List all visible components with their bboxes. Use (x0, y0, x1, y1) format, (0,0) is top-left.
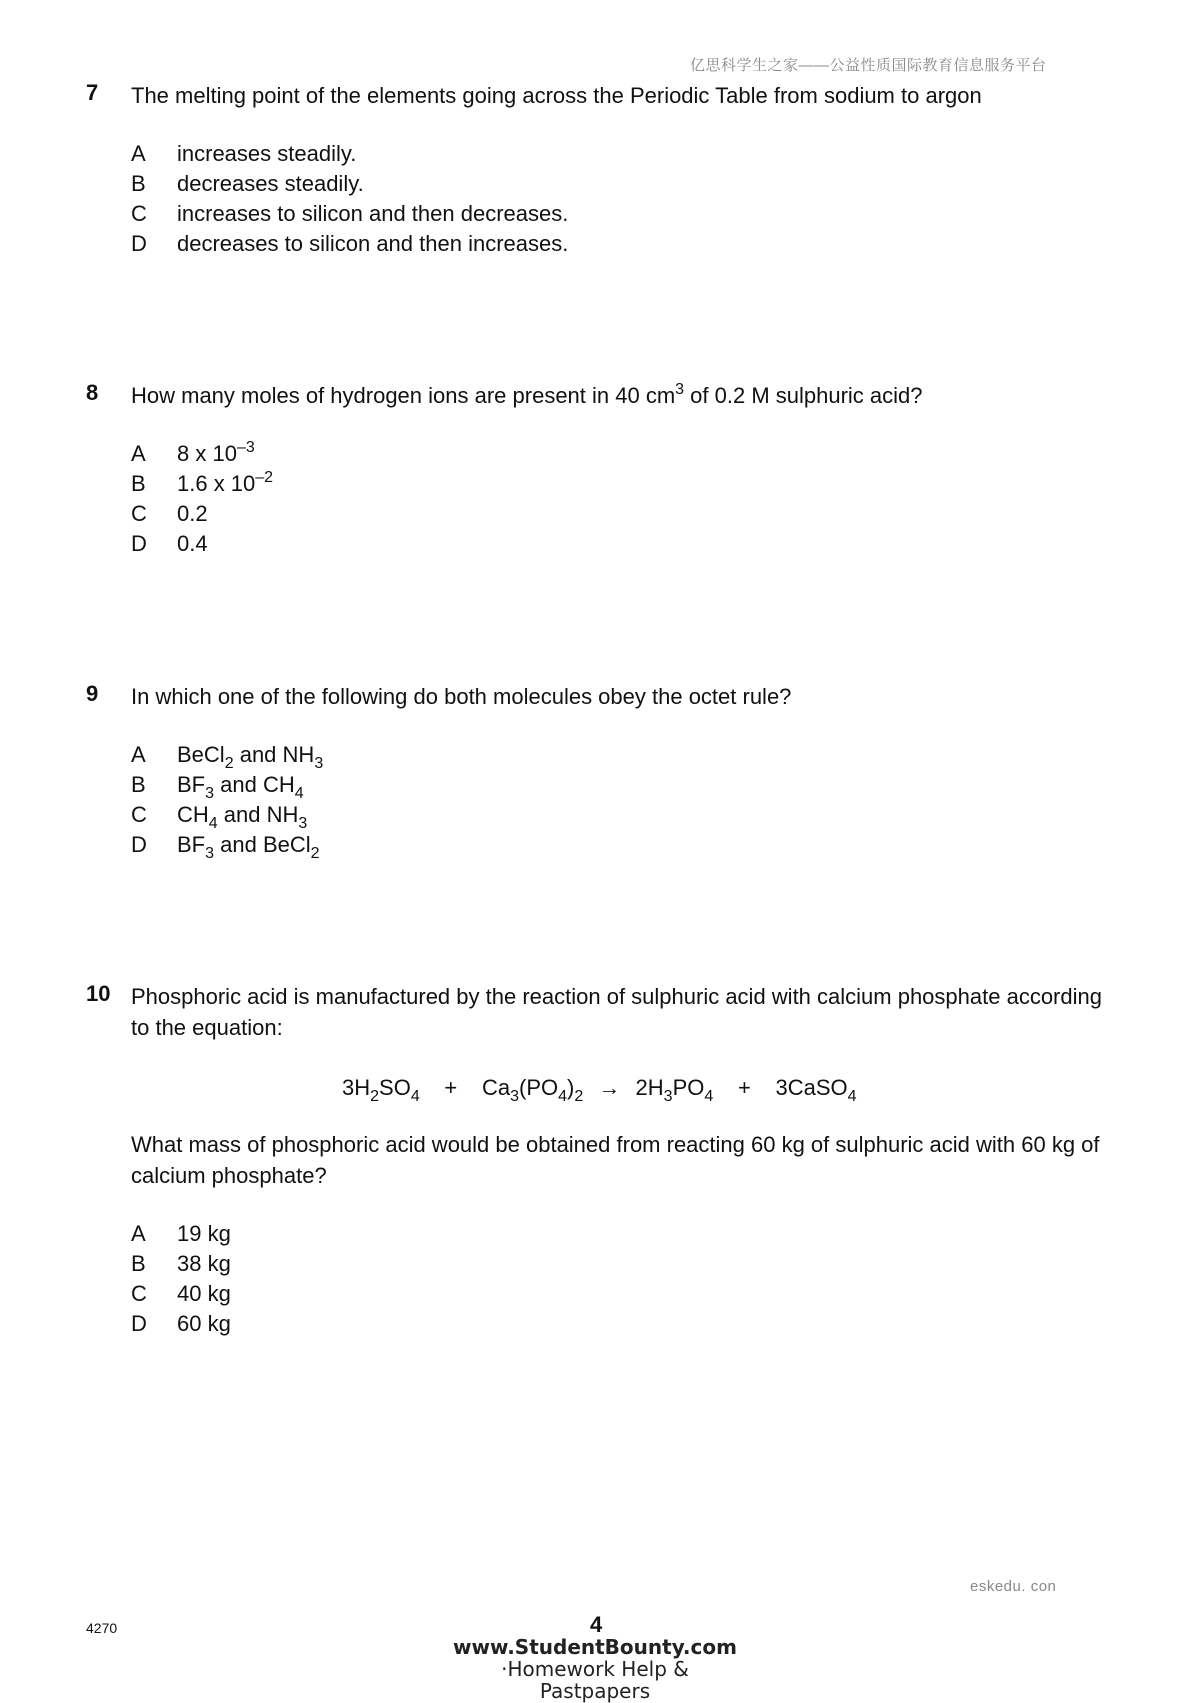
option-text: increases steadily. (177, 141, 357, 166)
option-letter: C (131, 1281, 147, 1306)
option-b[interactable] (131, 1249, 1116, 1279)
option-text: $BF_3$ and $CH_4$ (177, 772, 304, 802)
footer-brand[interactable] (445, 1636, 745, 1702)
question-text: How many moles of hydrogen ions are present in 40 $cm^3$ of 0.2 M sulphuric acid? (131, 381, 923, 408)
option-a[interactable] (131, 1219, 1116, 1249)
question-10 (86, 981, 1116, 1339)
option-letter: A (131, 1221, 146, 1246)
option-text: 8 x $10^{-3}$ (177, 439, 255, 466)
option-letter: B (131, 171, 146, 196)
option-text: 0.4 (177, 531, 208, 556)
footer-watermark: eskedu. con (970, 1578, 1057, 1595)
question-text: Phosphoric acid is manufactured by the reaction of sulphuric acid with calcium phosphate according to the equation: (131, 984, 1102, 1040)
option-text: 60 kg (177, 1311, 231, 1336)
option-text: 19 kg (177, 1221, 231, 1246)
option-text: 1.6 x $10^{-2}$ (177, 469, 274, 496)
option-b[interactable] (131, 770, 1116, 800)
option-letter: D (131, 531, 147, 556)
option-letter: D (131, 1311, 147, 1336)
question-number: 7 (86, 80, 99, 105)
option-c[interactable] (131, 499, 1116, 529)
option-d[interactable] (131, 529, 1116, 559)
option-d[interactable] (131, 229, 1116, 259)
option-d[interactable] (131, 830, 1116, 860)
option-text: increases to silicon and then decreases. (177, 201, 569, 226)
option-a[interactable] (131, 740, 1116, 770)
option-a[interactable] (131, 439, 1116, 469)
question-7 (86, 80, 1116, 259)
option-text: decreases to silicon and then increases. (177, 231, 569, 256)
option-a[interactable] (131, 139, 1116, 169)
option-text: BeCl$_2$ and $NH_3$ (177, 742, 324, 772)
option-letter: C (131, 802, 147, 827)
answer-options (131, 1219, 1116, 1339)
question-text: In which one of the following do both molecules obey the octet rule? (131, 684, 792, 709)
option-letter: B (131, 471, 146, 496)
header-watermark: 亿思科学生之家——公益性质国际教育信息服务平台 (690, 57, 1047, 74)
document-code: 4270 (86, 1620, 118, 1636)
question-followup: What mass of phosphoric acid would be obtained from reacting 60 kg of sulphuric acid with 60 kg of calcium phosphate? (131, 1132, 1100, 1188)
question-9 (86, 681, 1116, 860)
option-c[interactable] (131, 800, 1116, 830)
option-letter: B (131, 1251, 146, 1276)
question-number: 9 (86, 681, 99, 706)
answer-options (131, 439, 1116, 559)
option-text: $BF_3$ and BeCl$_2$ (177, 832, 320, 862)
option-letter: D (131, 832, 147, 857)
footer-site-link[interactable]: www.StudentBounty.com (453, 1635, 737, 1659)
answer-options (131, 740, 1116, 860)
question-number: 10 (86, 981, 111, 1006)
page-number: 4 (590, 1612, 603, 1637)
option-b[interactable] (131, 469, 1116, 499)
option-text: $CH_4$ and $NH_3$ (177, 802, 308, 832)
option-letter: A (131, 141, 146, 166)
option-text: 0.2 (177, 501, 208, 526)
option-letter: A (131, 441, 146, 466)
option-d[interactable] (131, 1309, 1116, 1339)
option-c[interactable] (131, 1279, 1116, 1309)
option-letter: C (131, 201, 147, 226)
option-text: decreases steadily. (177, 171, 364, 196)
chemical-equation: $3H_2SO_4 + Ca_3(PO_4)_2 \to 2H_3PO_4$ + 3CaSO$_4$ (342, 1075, 857, 1105)
question-number: 8 (86, 380, 99, 405)
answer-options (131, 139, 1116, 259)
option-letter: A (131, 742, 146, 767)
footer-tagline: ·Homework Help & Pastpapers (501, 1657, 689, 1703)
question-text: The melting point of the elements going across the Periodic Table from sodium to argon (131, 83, 982, 108)
option-text: 38 kg (177, 1251, 231, 1276)
option-letter: B (131, 772, 146, 797)
option-letter: D (131, 231, 147, 256)
question-8 (86, 380, 1116, 559)
option-letter: C (131, 501, 147, 526)
option-b[interactable] (131, 169, 1116, 199)
option-c[interactable] (131, 199, 1116, 229)
option-text: 40 kg (177, 1281, 231, 1306)
